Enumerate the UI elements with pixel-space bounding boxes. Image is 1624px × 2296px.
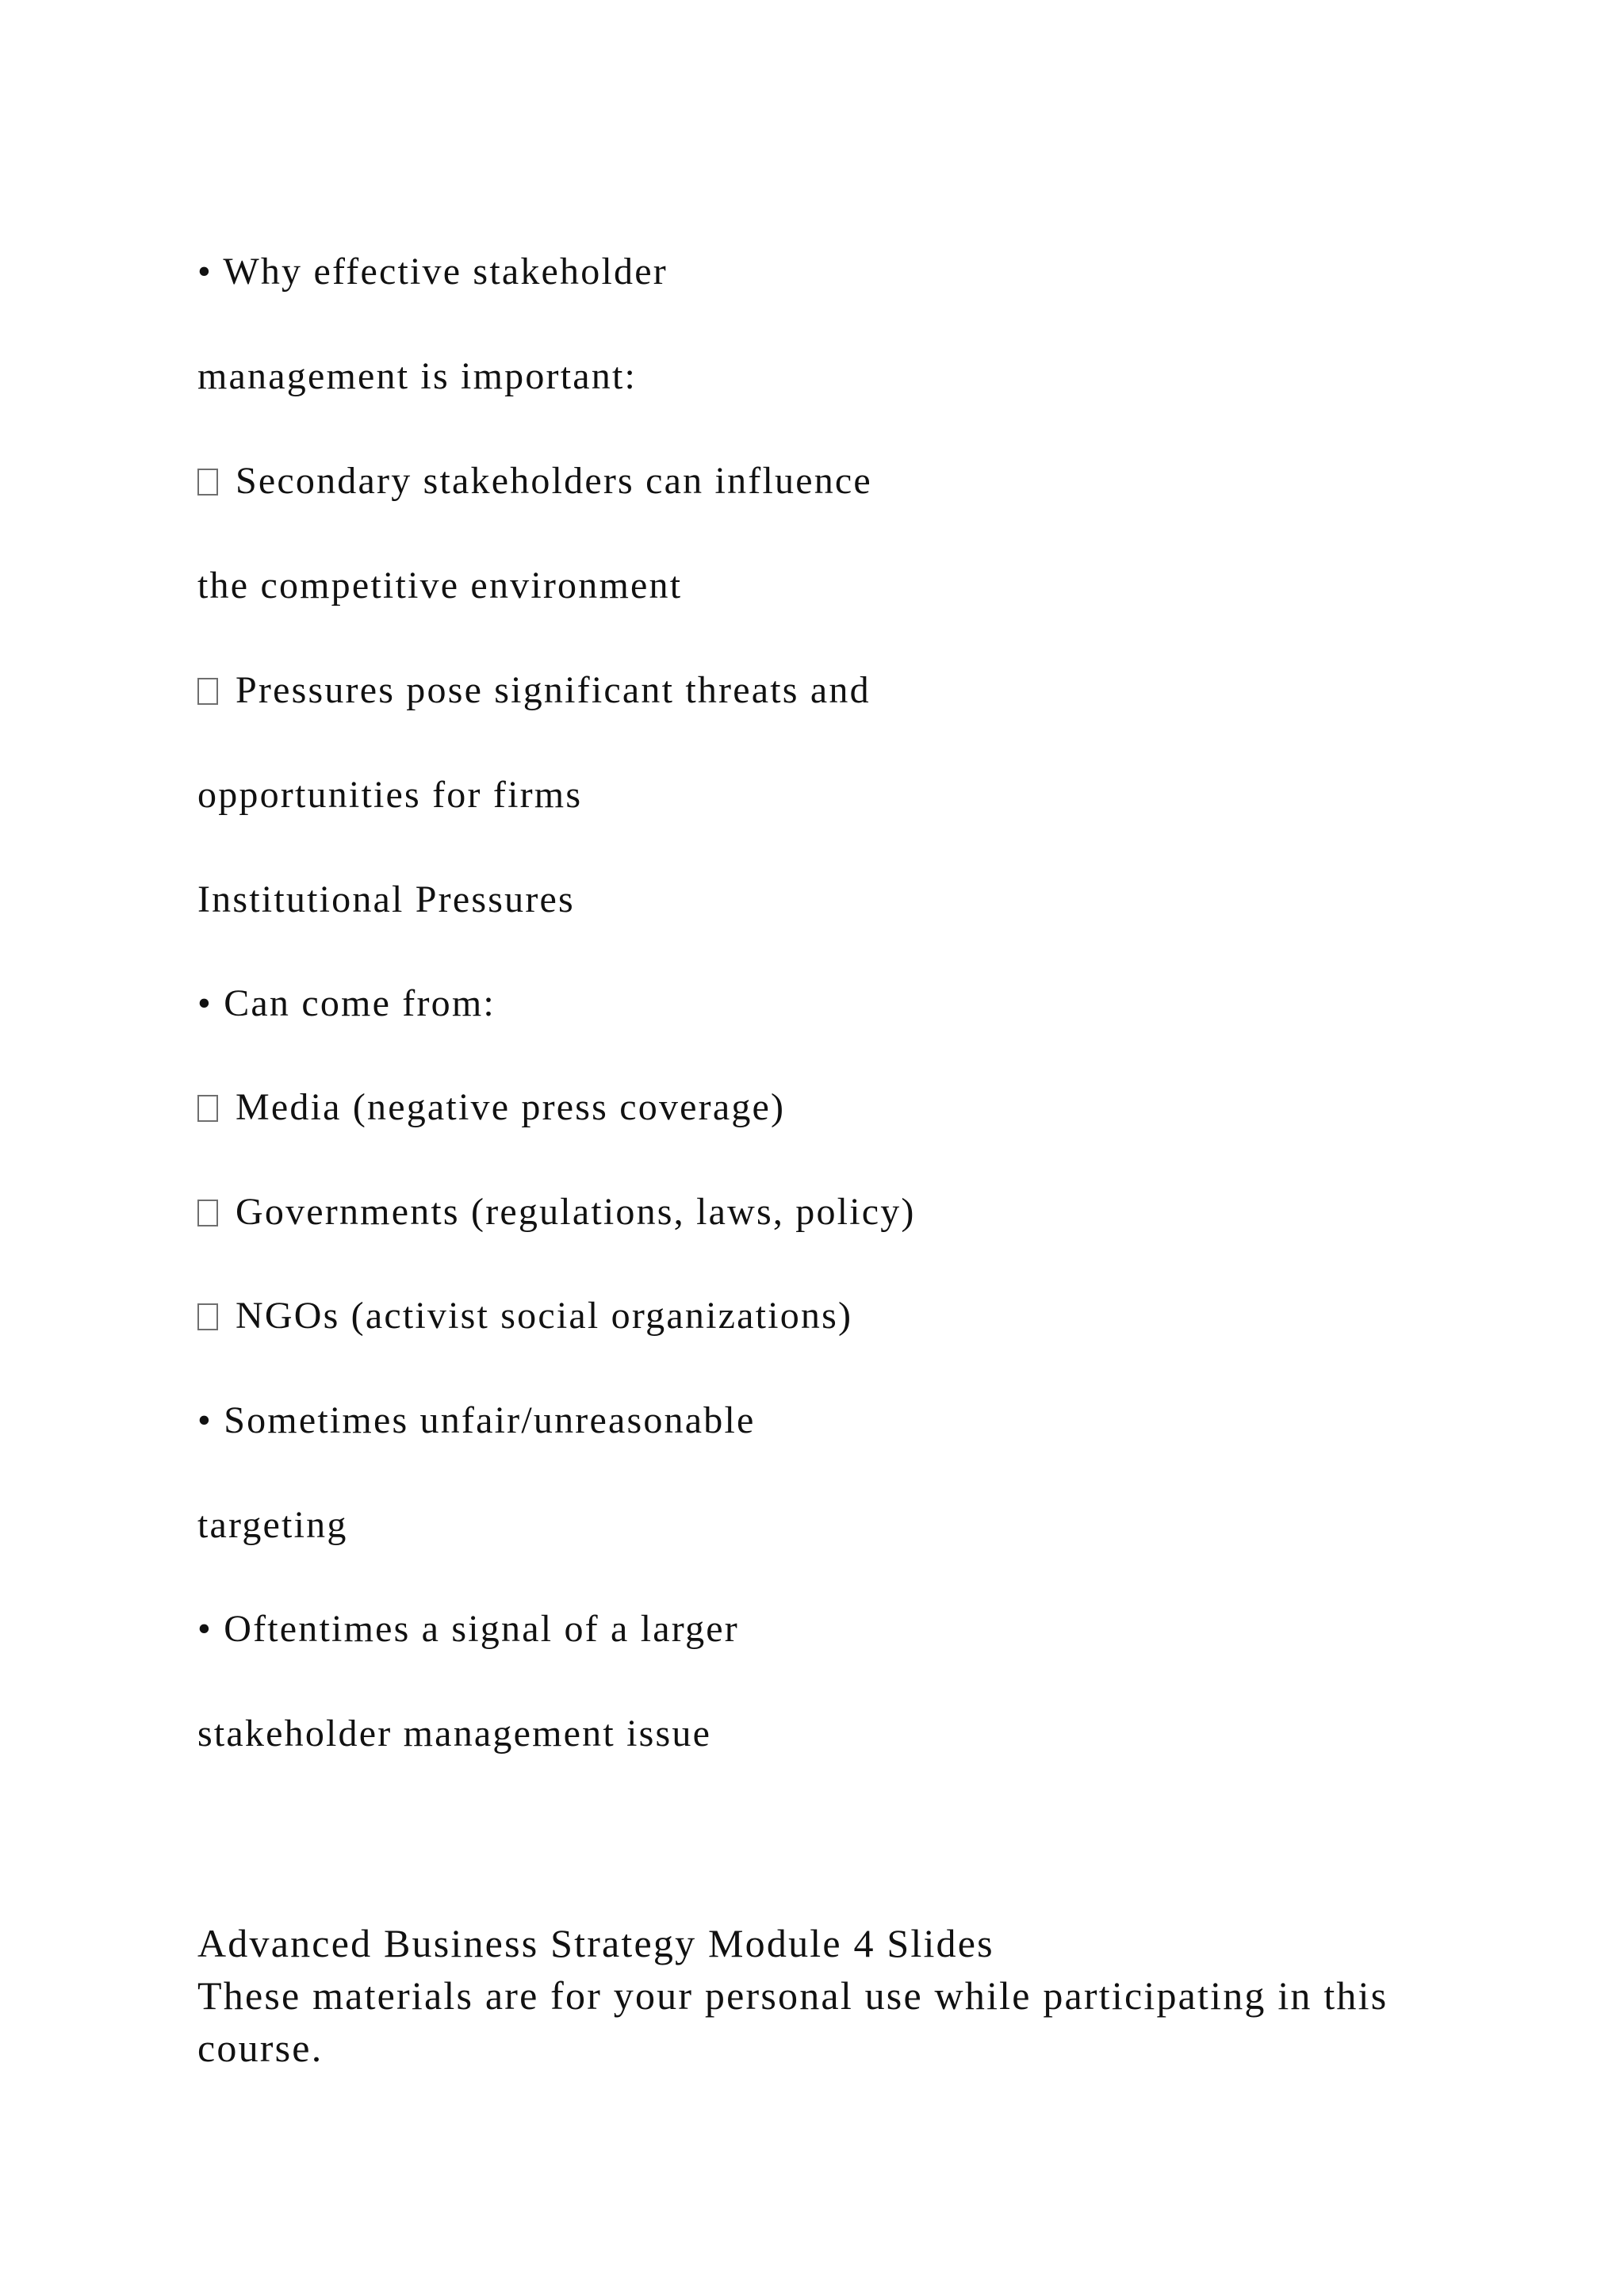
line-text: • Sometimes unfair/unreasonable (197, 1399, 756, 1441)
missing-glyph-icon (197, 1095, 218, 1122)
text-line (197, 462, 872, 500)
missing-glyph-icon (197, 1200, 218, 1226)
text-line (197, 1506, 348, 1544)
line-text: • Why effective stakeholder (197, 251, 668, 293)
text-line (197, 669, 871, 711)
line-text: opportunities for firms (197, 774, 583, 816)
footer-note: These materials are for your personal use while participating in this course. (197, 1973, 1388, 2070)
line-text: • Oftentimes a signal of a larger (197, 1608, 739, 1650)
line-text: targeting (197, 1504, 348, 1546)
text-line (197, 982, 496, 1024)
text-line (197, 1610, 739, 1648)
missing-glyph-icon (197, 1303, 218, 1330)
text-line (197, 253, 668, 291)
document-footer (197, 1917, 1466, 2074)
line-text: the competitive environment (197, 564, 683, 607)
line-text: Pressures pose significant threats and (236, 669, 871, 711)
text-line (197, 1297, 852, 1335)
line-text: Secondary stakeholders can influence (236, 460, 872, 502)
line-text: Media (negative press coverage) (236, 1086, 786, 1128)
text-line (197, 1399, 756, 1441)
line-text: Governments (regulations, laws, policy) (236, 1191, 916, 1233)
missing-glyph-icon (197, 678, 218, 705)
text-line (197, 776, 582, 814)
section-heading (197, 878, 575, 920)
footer-title: Advanced Business Strategy Module 4 Slides (197, 1921, 994, 1965)
line-text: Institutional Pressures (197, 878, 575, 920)
line-text: management is important: (197, 355, 638, 397)
text-line (197, 355, 638, 397)
text-line (197, 1086, 786, 1128)
line-text: NGOs (activist social organizations) (236, 1295, 853, 1337)
line-text: • Can come from: (197, 982, 496, 1024)
missing-glyph-icon (197, 469, 218, 496)
text-line (197, 564, 683, 607)
text-line (197, 1712, 712, 1755)
line-text: stakeholder management issue (197, 1712, 712, 1755)
text-line (197, 1193, 916, 1231)
